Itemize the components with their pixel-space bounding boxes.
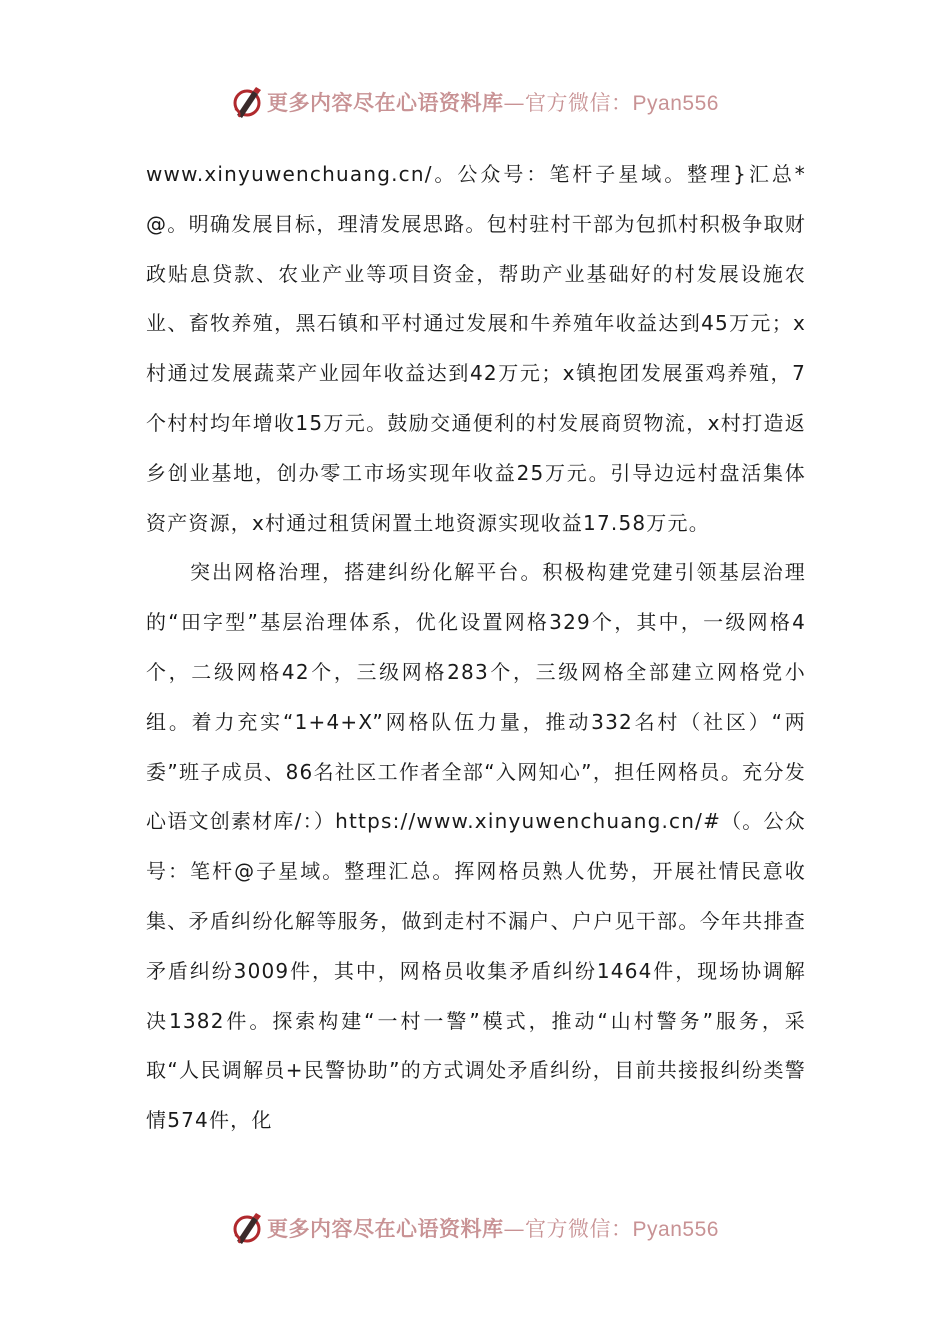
banner-slogan: 更多内容尽在心语资料库 — [267, 90, 504, 115]
banner-text — [267, 87, 719, 117]
banner-wechat-id: Pyan556 — [632, 1218, 719, 1241]
paragraph-1: www.xinyuwenchuang.cn/。公众号：笔杆子星域。整理}汇总*@。明确发展目标，理清发展思路。包村驻村干部为包抓村积极争取财政贴息贷款、农业产业等项目资金，帮助产业基础好的村发展设施农业、畜牧养殖，黑石镇和平村通过发展和牛养殖年收益达到45万元；x村通过发展蔬菜产业园年收益达到42万元；x镇抱团发展蛋鸡养殖，7个村村均年增收15万元。鼓励交通便利的村发展商贸物流，x村打造返乡创业基地，创办零工市场实现年收益25万元。引导边远村盘活集体资产资源，x村通过租赁闲置土地资源实现收益17.58万元。 — [146, 162, 806, 535]
document-body — [146, 150, 806, 1146]
banner-wechat-id: Pyan556 — [632, 92, 719, 115]
header-banner — [0, 82, 950, 122]
banner-dash: — — [503, 1217, 526, 1241]
banner-contact-label: 官方微信： — [525, 91, 633, 115]
pen-circle-logo-icon — [231, 1211, 263, 1245]
banner-slogan: 更多内容尽在心语资料库 — [267, 1216, 504, 1241]
banner-text — [267, 1213, 719, 1243]
banner-contact-label: 官方微信： — [525, 1217, 633, 1241]
banner-dash: — — [503, 91, 526, 115]
footer-banner — [0, 1208, 950, 1248]
pen-circle-logo-icon — [231, 85, 263, 119]
paragraph-2: 突出网格治理，搭建纠纷化解平台。积极构建党建引领基层治理的“田字型”基层治理体系，优化设置网格329个，其中，一级网格4个，二级网格42个，三级网格283个，三级网格全部建立网格党小组。着力充实“1+4+X”网格队伍力量，推动332名村（社区）“两委”班子成员、86名社区工作者全部“入网知心”，担任网格员。充分发心语文创素材库/：）https://www.xinyuwenchuang.cn/#（。公众号：笔杆@子星域。整理汇总。挥网格员熟人优势，开展社情民意收集、矛盾纠纷化解等服务，做到走村不漏户、户户见干部。今年共排查矛盾纠纷3009件，其中，网格员收集矛盾纠纷1464件，现场协调解决1382件。探索构建“一村一警”模式，推动“山村警务”服务，采取“人民调解员+民警协助”的方式调处矛盾纠纷，目前共接报纠纷类警情574件，化 — [146, 560, 806, 1133]
